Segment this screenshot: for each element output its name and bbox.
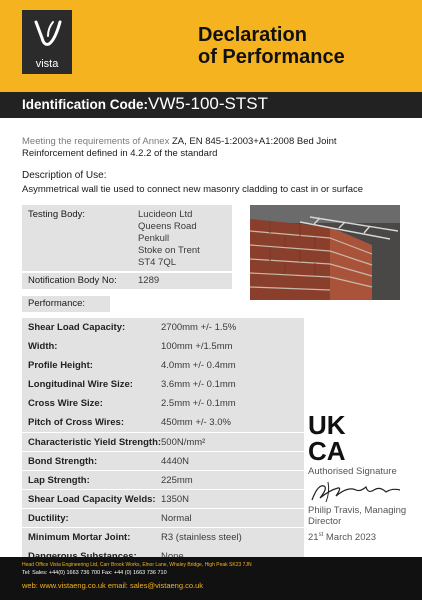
brick-wall-photo	[250, 205, 400, 300]
row-label: Characteristic Yield Strength:	[28, 436, 162, 448]
row-value: Normal	[161, 512, 192, 524]
product-photo	[250, 205, 400, 300]
row-label: Ductility:	[28, 512, 69, 524]
ukca-mark	[308, 410, 358, 462]
row-value: 1350N	[161, 493, 189, 505]
performance-table	[22, 318, 304, 566]
row-label: Width:	[28, 341, 58, 353]
notification-body-value: 1289	[138, 275, 160, 286]
document-title	[198, 24, 398, 68]
testing-body-block	[22, 205, 232, 271]
table-row	[22, 433, 304, 452]
signer-name: Philip Travis, Managing	[308, 505, 407, 516]
row-label: Lap Strength:	[28, 474, 90, 486]
row-value: 100mm +/1.5mm	[161, 341, 233, 353]
row-label: Longitudinal Wire Size:	[28, 379, 133, 391]
requirements-standard: ZA, EN 845-1:2003+A1:2008 Bed Joint	[171, 136, 337, 147]
identification-bar	[0, 92, 422, 118]
table-row	[22, 413, 304, 432]
identification-label: Identification Code:	[22, 97, 148, 112]
row-label: Profile Height:	[28, 360, 93, 372]
row-value: 3.6mm +/- 0.1mm	[161, 379, 236, 391]
testing-body-label: Testing Body:	[28, 209, 86, 220]
table-row	[22, 356, 304, 375]
row-value: 2.5mm +/- 0.1mm	[161, 398, 236, 410]
footer-address: Head Office Vista Engineering Ltd, Carr Brook Works, Elnor Lane, Whaley Bridge, High Peak SK23 7JN	[22, 562, 252, 568]
requirements-line-2: Reinforcement defined in 4.2.2 of the standard	[22, 148, 218, 159]
table-row	[22, 452, 304, 471]
row-label: Bond Strength:	[28, 455, 98, 467]
signer-block	[308, 505, 418, 527]
handwritten-signature	[308, 478, 408, 504]
table-row	[22, 337, 304, 356]
signer-role: Director	[308, 516, 342, 527]
vista-logo	[22, 10, 72, 74]
title-line-1: Declaration	[198, 24, 307, 46]
footer-web-email: web: www.vistaeng.co.uk email: sales@vistaeng.co.uk	[22, 581, 204, 590]
table-row	[22, 471, 304, 490]
table-row	[22, 490, 304, 509]
address-line: Queens Road	[138, 221, 197, 232]
ukca-top: UK	[308, 410, 346, 440]
title-line-2: of Performance	[198, 46, 345, 68]
description-heading: Description of Use:	[22, 170, 107, 181]
date-day: 21	[308, 532, 319, 544]
signature-image	[308, 478, 408, 504]
table-row	[22, 509, 304, 528]
table-row	[22, 394, 304, 413]
table-row	[22, 318, 304, 337]
requirements-prefix: Meeting the requirements of Annex	[22, 136, 172, 147]
performance-heading-box	[22, 296, 110, 312]
logo-text: vista	[35, 58, 59, 70]
header-band	[0, 0, 422, 92]
vista-mark-icon	[22, 10, 72, 60]
date-rest: March 2023	[323, 532, 377, 544]
row-value: 4.0mm +/- 0.4mm	[161, 360, 236, 372]
notification-body-row	[22, 273, 232, 289]
row-value: 4440N	[161, 455, 189, 467]
footer	[0, 557, 422, 600]
row-value: 225mm	[161, 474, 193, 486]
row-label: Pitch of Cross Wires:	[28, 417, 124, 429]
date-suffix: st	[318, 532, 324, 538]
table-row	[22, 375, 304, 394]
signature-heading: Authorised Signature	[308, 466, 397, 477]
notification-body-label: Notification Body No:	[28, 275, 117, 286]
table-row	[22, 528, 304, 547]
address-line: Stoke on Trent	[138, 245, 200, 256]
row-label: Shear Load Capacity Welds:	[28, 493, 156, 505]
row-label: Minimum Mortar Joint:	[28, 532, 131, 544]
performance-heading: Performance:	[28, 298, 86, 309]
address-line: Lucideon Ltd	[138, 209, 193, 220]
signature-date	[308, 532, 376, 543]
footer-phone: Tel: Sales: +44(0) 1663 736 700 Fax: +44 (0) 1663 736 710	[22, 570, 167, 576]
description-text: Asymmetrical wall tie used to connect new masonry cladding to cast in or surface	[22, 184, 364, 195]
row-label: Shear Load Capacity:	[28, 322, 126, 333]
identification-code: VW5-100-STST	[148, 94, 268, 113]
row-value: 450mm +/- 3.0%	[161, 417, 231, 429]
requirements-text	[22, 136, 402, 160]
address-line: ST4 7QL	[138, 257, 177, 268]
testing-body-address	[138, 209, 200, 269]
ukca-mark-icon	[308, 410, 358, 462]
address-line: Penkull	[138, 233, 170, 244]
row-value: 500N/mm²	[161, 436, 206, 448]
row-value: R3 (stainless steel)	[161, 532, 242, 544]
row-value: 2700mm +/- 1.5%	[161, 322, 237, 333]
row-label: Cross Wire Size:	[28, 398, 103, 410]
ukca-bottom: CA	[308, 436, 346, 462]
